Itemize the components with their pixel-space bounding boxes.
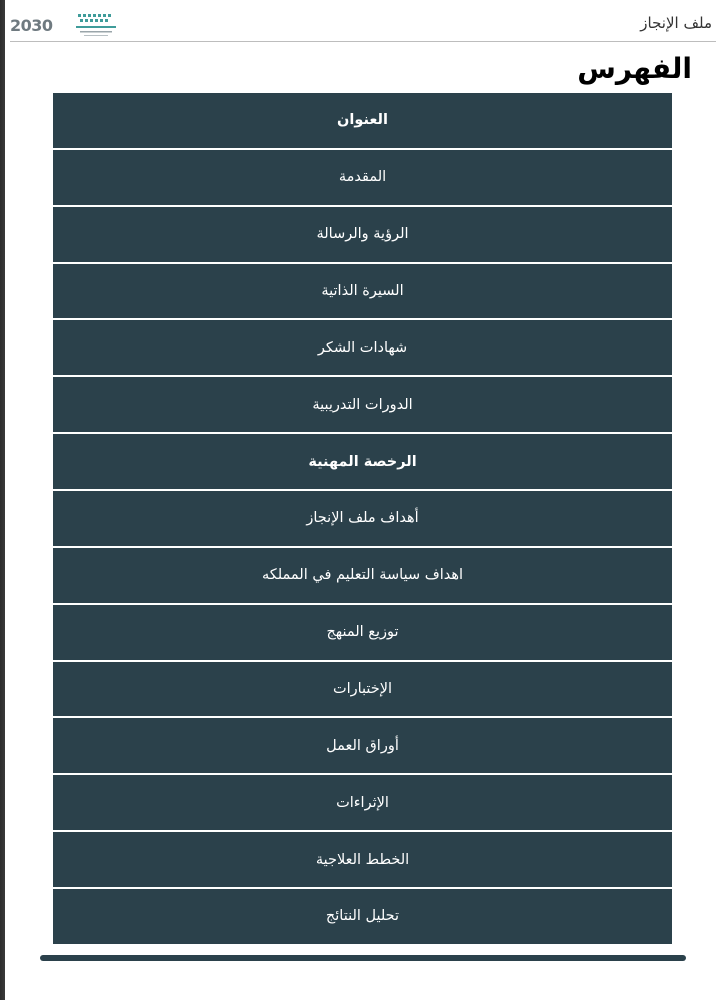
index-row-label: العنوان bbox=[337, 112, 388, 129]
index-row bbox=[53, 150, 672, 207]
index-row bbox=[53, 434, 672, 491]
index-row bbox=[53, 491, 672, 548]
page-header bbox=[0, 0, 726, 42]
index-row bbox=[53, 775, 672, 832]
index-row bbox=[53, 832, 672, 889]
index-row-label: اهداف سياسة التعليم في المملكه bbox=[261, 567, 464, 584]
index-row-label: الإثراءات bbox=[336, 794, 389, 811]
ministry-of-education-emblem-icon bbox=[72, 12, 120, 40]
index-row bbox=[53, 662, 672, 719]
vision-2030-logo: 2030 bbox=[10, 16, 53, 35]
index-row-label: المقدمة bbox=[338, 169, 387, 186]
index-row bbox=[53, 320, 672, 377]
index-row bbox=[53, 93, 672, 150]
page-heading: الفهرس bbox=[577, 52, 692, 85]
index-row-label: شهادات الشكر bbox=[317, 339, 408, 356]
index-row bbox=[53, 207, 672, 264]
index-row-label: الخطط العلاجية bbox=[315, 851, 410, 868]
index-row-label: الرخصة المهنية bbox=[308, 453, 417, 470]
index-row-label: توزيع المنهج bbox=[326, 624, 399, 641]
header-divider bbox=[10, 41, 716, 42]
ministry-logo bbox=[10, 10, 120, 40]
index-row-label: تحليل النتائج bbox=[325, 908, 400, 925]
index-row bbox=[53, 377, 672, 434]
index-table bbox=[53, 93, 672, 944]
index-row bbox=[53, 548, 672, 605]
index-row bbox=[53, 605, 672, 662]
document-title: ملف الإنجاز bbox=[640, 14, 712, 32]
index-row-label: الإختبارات bbox=[332, 681, 393, 698]
index-row-label: أوراق العمل bbox=[326, 737, 399, 754]
index-row-label: الدورات التدريبية bbox=[312, 396, 413, 413]
index-row bbox=[53, 889, 672, 944]
page-edge-shadow bbox=[0, 0, 5, 1000]
index-row-label: السيرة الذاتية bbox=[321, 283, 404, 299]
index-row bbox=[53, 264, 672, 321]
index-row-label: أهداف ملف الإنجاز bbox=[306, 510, 419, 527]
index-row-label: الرؤية والرسالة bbox=[316, 226, 409, 243]
footer-bar bbox=[40, 955, 686, 961]
index-row bbox=[53, 718, 672, 775]
